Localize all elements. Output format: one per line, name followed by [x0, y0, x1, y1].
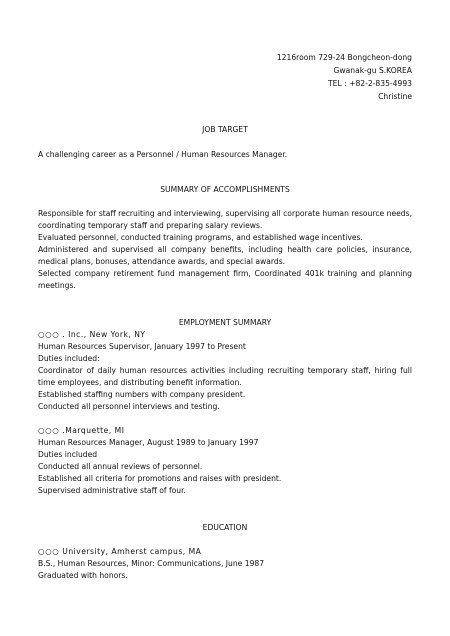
job-1-company: ○○○ . Inc., New York, NY: [38, 330, 146, 339]
education-degree: B.S., Human Resources, Minor: Communications, June 1987: [38, 559, 265, 568]
summary-paragraph: Administered and supervised all company benefits, including health care policies, insurance, medical plans, bonuses, attendance awards, and special awards.: [38, 245, 412, 266]
job-target-section: [38, 149, 412, 161]
summary-heading: SUMMARY OF ACCOMPLISHMENTS: [160, 185, 290, 194]
education-heading: EDUCATION: [202, 523, 248, 532]
applicant-name: Christine: [378, 92, 412, 101]
address-phone: TEL : +82-2-835-4993: [328, 79, 412, 88]
employment-heading: EMPLOYMENT SUMMARY: [178, 318, 272, 327]
job-1-title: Human Resources Supervisor, January 1997 to Present: [38, 342, 246, 351]
contact-address-block: [277, 51, 412, 103]
job-2-duty: Conducted all annual reviews of personnel.: [38, 462, 203, 471]
job-2-company: ○○○ .Marquette, MI: [38, 426, 125, 435]
job-2-duties-label: Duties included: [38, 450, 98, 459]
job-target-text: A challenging career as a Personnel / Human Resources Manager.: [38, 150, 288, 159]
job-target-heading: JOB TARGET: [202, 125, 248, 134]
education-section: [38, 546, 412, 582]
education-school: ○○○ University, Amherst campus, MA: [38, 547, 202, 556]
address-line-1: 1216room 729-24 Bongcheon-dong: [276, 53, 412, 62]
education-honors: Graduated with honors.: [38, 571, 128, 580]
summary-section: [38, 208, 412, 292]
employment-job-1: [38, 329, 412, 413]
job-2-duty: Supervised administrative staff of four.: [38, 486, 186, 495]
job-2-title: Human Resources Manager, August 1989 to January 1997: [38, 438, 259, 447]
job-1-duties-label: Duties included:: [38, 354, 100, 363]
summary-paragraph: Selected company retirement fund management firm, Coordinated 401k training and planning meetings.: [38, 269, 412, 290]
summary-paragraph: Evaluated personnel, conducted training programs, and established wage incentives.: [38, 233, 363, 242]
employment-job-2: [38, 425, 412, 497]
job-2-duty: Established all criteria for promotions and raises with president.: [38, 474, 282, 483]
job-1-duty: Conducted all personnel interviews and testing.: [38, 402, 220, 411]
summary-paragraph: Responsible for staff recruiting and interviewing, supervising all corporate human resource needs, coordinating temporary staff and preparing salary reviews.: [38, 209, 412, 230]
job-1-duty: Established staffing numbers with company president.: [38, 390, 246, 399]
address-line-2: Gwanak-gu S.KOREA: [333, 66, 412, 75]
job-1-duty: Coordinator of daily human resources activities including recruiting temporary staff, hiring full time employees, and distributing benefit information.: [38, 366, 412, 387]
